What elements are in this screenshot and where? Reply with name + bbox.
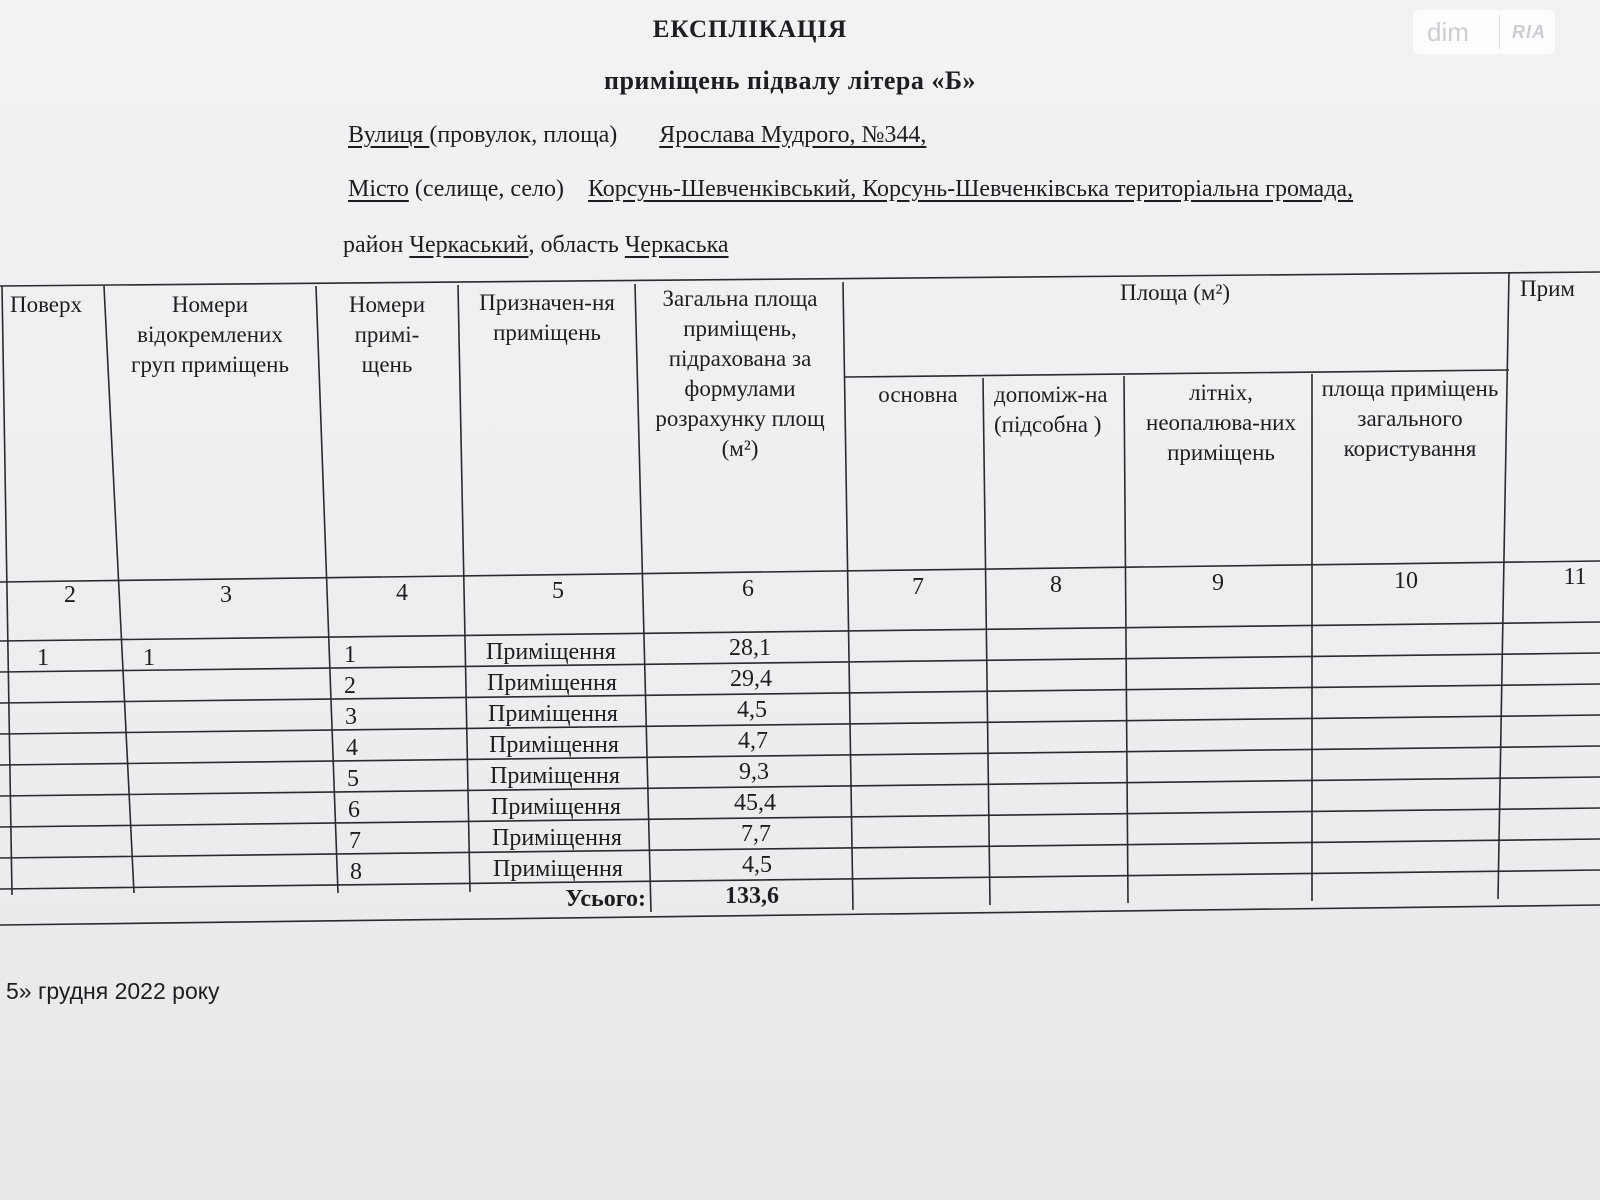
header-groups: Номери відокремлених груп приміщень — [131, 292, 289, 377]
grid-col-3 — [458, 285, 470, 892]
district-separator: , — [528, 232, 535, 258]
header-floor: Поверх — [9, 292, 83, 317]
row-purpose: Приміщення — [488, 701, 618, 727]
row-floor: 1 — [37, 645, 49, 671]
row-group: 1 — [143, 645, 155, 671]
header-purpose: Призначен-ня приміщень — [479, 290, 615, 345]
street-label: Вулиця — [348, 122, 430, 148]
city-value: Корсунь-Шевченківський, Корсунь-Шевченківська територіальна громада, — [587, 176, 1354, 202]
row-area: 9,3 — [739, 759, 769, 785]
column-number: 2 — [64, 582, 76, 608]
column-number: 7 — [912, 574, 924, 600]
document-subtitle: приміщень підвалу літера «Б» — [603, 66, 977, 95]
row-area: 4,5 — [742, 852, 772, 878]
row-purpose: Приміщення — [487, 670, 617, 696]
row-room: 7 — [349, 828, 361, 854]
row-purpose: Приміщення — [491, 794, 621, 820]
street-value: Ярослава Мудрого, №344, — [659, 122, 927, 148]
watermark-dim: dim — [1427, 16, 1469, 47]
row-room: 1 — [344, 642, 356, 668]
region-label: область — [540, 232, 619, 258]
grid-col-6 — [983, 378, 990, 905]
row-room: 4 — [346, 735, 358, 761]
header-common: площа приміщень загального користування — [1321, 376, 1499, 461]
grid-col-9 — [1498, 272, 1509, 899]
column-number: 8 — [1050, 572, 1062, 598]
header-total-area — [640, 284, 840, 464]
header-area-group: Площа (м²) — [1119, 280, 1231, 305]
row-purpose: Приміщення — [490, 763, 620, 789]
row-purpose: Приміщення — [486, 639, 616, 665]
grid-line-header-bottom — [0, 561, 1600, 582]
grid-col-0 — [2, 286, 12, 895]
column-number: 6 — [742, 576, 754, 602]
column-number: 4 — [396, 580, 408, 606]
row-purpose: Приміщення — [492, 825, 622, 851]
street-hint: (провулок, площа) — [429, 122, 618, 148]
region-value: Черкаська — [624, 232, 729, 258]
district-label: район — [343, 232, 404, 258]
document-date: 5» грудня 2022 року — [6, 978, 220, 1004]
watermark-ria: RIA — [1512, 21, 1546, 42]
row-room: 2 — [344, 673, 356, 699]
grid-line-numbers-bottom — [0, 622, 1600, 641]
row-area: 7,7 — [741, 821, 771, 847]
header-main: основна — [878, 382, 958, 407]
grid-col-7 — [1124, 376, 1128, 903]
row-purpose: Приміщення — [489, 732, 619, 758]
column-number: 3 — [220, 582, 232, 608]
city-label: Місто — [348, 176, 409, 202]
city-hint: (селище, село) — [414, 176, 564, 202]
row-area: 28,1 — [729, 635, 771, 661]
header-total-area-unit: (м²) — [721, 436, 759, 461]
row-area: 4,7 — [738, 728, 768, 754]
row-room: 3 — [345, 704, 357, 730]
header-auxiliary: допоміж-на (підсобна ) — [994, 382, 1108, 437]
column-number: 9 — [1212, 570, 1224, 596]
column-number: 10 — [1394, 568, 1418, 594]
document-title: ЕКСПЛІКАЦІЯ — [652, 16, 848, 43]
column-number: 11 — [1563, 564, 1587, 590]
header-rooms: Номери примі-щень — [348, 292, 426, 377]
row-area: 4,5 — [737, 697, 767, 723]
row-room: 5 — [347, 766, 359, 792]
column-number: 5 — [552, 578, 564, 604]
row-room: 6 — [348, 797, 360, 823]
row-area: 29,4 — [730, 666, 772, 692]
row-area: 45,4 — [734, 790, 776, 816]
total-value: 133,6 — [725, 883, 779, 909]
header-total-area-text: Загальна площа приміщень, підрахована за формулами розрахунку площ — [655, 286, 825, 431]
row-purpose: Приміщення — [493, 856, 623, 882]
row-room: 8 — [350, 859, 362, 885]
total-label: Усього: — [565, 886, 646, 912]
header-notes: Прим — [1520, 276, 1575, 301]
district-value: Черкаський — [409, 232, 529, 258]
header-summer: літніх, неопалюва-них приміщень — [1146, 380, 1296, 465]
